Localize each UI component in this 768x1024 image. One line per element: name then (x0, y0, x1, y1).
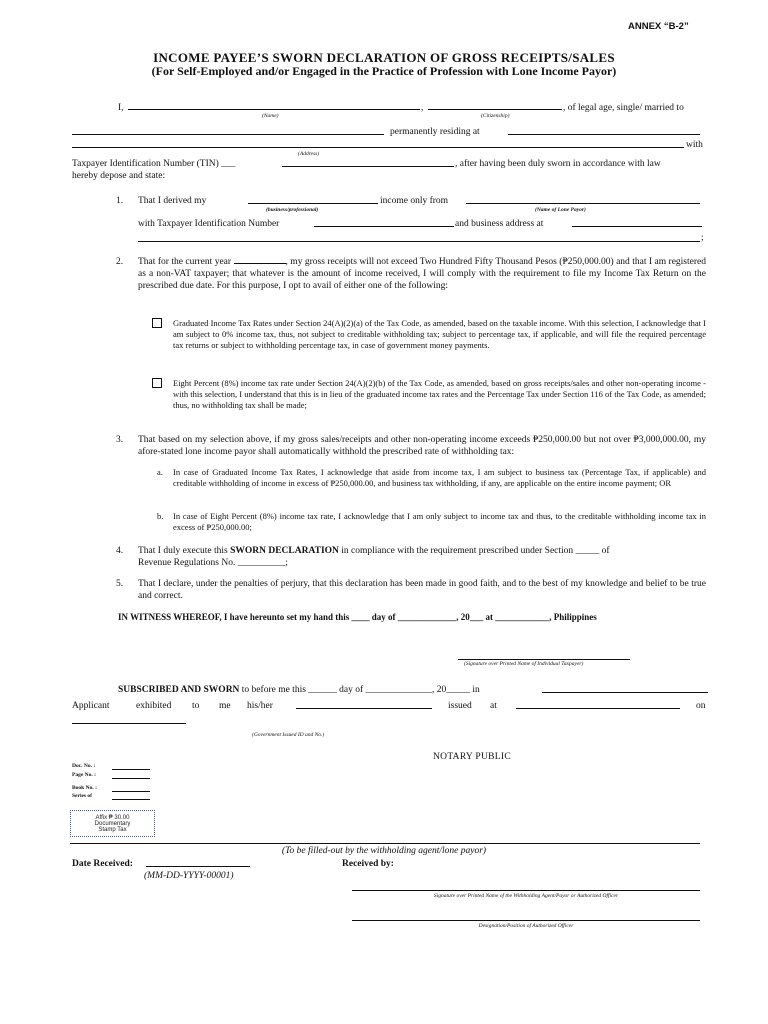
government-id-field[interactable] (296, 708, 432, 709)
depose-text: hereby depose and state: (72, 171, 166, 181)
footer-divider (70, 843, 700, 844)
book-no-label: Book No. : (72, 785, 97, 791)
graduated-rates-checkbox[interactable] (152, 318, 162, 328)
item3a-text: In case of Graduated Income Tax Rates, I acknowledge that aside from income tax, I am subject to business tax (Percentage Tax, if applicable) and creditable withholding of income in excess of ₱250,000.00, and business tax withholding, if any, are applicable on the entire income payment; OR (173, 467, 706, 488)
government-id-caption: (Government Issued ID and No.) (252, 732, 325, 738)
item5-number: 5. (116, 579, 124, 589)
item1-semicolon: ; (701, 233, 704, 243)
doc-no-label: Doc. No. : (72, 763, 96, 769)
tin-field[interactable] (282, 166, 454, 167)
item1-tin-label: with Taxpayer Identification Number (138, 219, 280, 229)
citizenship-caption: (Citizenship) (481, 113, 510, 119)
page-title: INCOME PAYEE’S SWORN DECLARATION OF GROSS RECEIPTS/SALES (153, 50, 615, 65)
item3b-letter: b. (157, 511, 164, 521)
address-field-1[interactable] (508, 134, 700, 135)
doc-no-field[interactable] (112, 769, 150, 770)
option-eight-percent-text: Eight Percent (8%) income tax rate under Section 24(A)(2)(b) of the Tax Code, as amended, based on gross receipts/sales and other non-operating income - with this selection, I understand that this is in lieu of the graduated income tax rates and the Percentage Tax under Section 116 of the Tax Code, as amended; thus, no withholding tax shall be made; (173, 378, 706, 410)
filled-by-note: (To be filled-out by the withholding agent/lone payor) (281, 846, 487, 856)
with-text: with (686, 140, 703, 150)
current-year-field[interactable] (234, 263, 286, 264)
item2-text-a: That for the current year (138, 257, 232, 267)
residing-text: permanently residing at (390, 127, 480, 137)
page-no-field[interactable] (112, 778, 150, 779)
date-received-field[interactable] (146, 866, 250, 867)
applicant-text: Applicant (72, 701, 110, 711)
item4-line2: Revenue Regulations No. __________; (138, 558, 288, 568)
tin-label: Taxpayer Identification Number (TIN) ___ (72, 159, 236, 169)
tin-after: , after having been duly sworn in accordance with law (455, 159, 661, 169)
taxpayer-signature-caption: (Signature over Printed Name of Individual Taxpayer) (464, 661, 584, 667)
designation-line[interactable] (352, 920, 700, 921)
series-of-label: Series of (72, 793, 93, 799)
at-text: at (490, 701, 497, 711)
eight-percent-checkbox[interactable] (152, 378, 162, 388)
issued-at-field[interactable] (516, 708, 680, 709)
designation-caption: Designation/Position of Authorized Officer (478, 923, 574, 929)
subscribed-place-field[interactable] (542, 692, 708, 693)
item3-number: 3. (116, 435, 124, 445)
book-no-field[interactable] (112, 791, 150, 792)
citizenship-field[interactable] (428, 109, 562, 110)
item1-derived: That I derived my (138, 196, 207, 206)
item4-number: 4. (116, 546, 124, 556)
business-address-field-2[interactable] (138, 241, 700, 242)
me-text: me (219, 701, 231, 711)
subscribed-text: to before me this ______ day of ______________, 20_____ in (241, 685, 480, 695)
payor-caption: (Name of Lone Payor) (535, 207, 586, 213)
payor-tin-field[interactable] (314, 226, 454, 227)
page-no-label: Page No. : (72, 772, 96, 778)
item4-line1 (138, 545, 708, 557)
issued-on-field[interactable] (72, 723, 186, 724)
item1-number: 1. (116, 196, 124, 206)
to-text: to (192, 701, 200, 711)
spouse-field[interactable] (72, 134, 384, 135)
bp-caption: (business/professional) (266, 207, 319, 213)
stamp-line-2: Documentary (94, 821, 131, 827)
item3-text: That based on my selection above, if my gross sales/receipts and other non-operating income exceeds ₱250,000.00 but not over ₱3,000,000.00, my afore-stated lone income payor shall automatically withhold the prescribed rate of withholding tax: (138, 435, 706, 457)
stamp-line-3: Stamp Tax (98, 827, 127, 833)
documentary-stamp-box (70, 810, 155, 837)
name-caption: (Name) (262, 113, 279, 119)
item4-sworn: SWORN DECLARATION (230, 546, 339, 556)
item2-text-b: , my gross receipts will not exceed Two Hundred Fifty Thousand Pesos (₱250,000.00) and that I am registered as a non-VAT taxpayer; that whatever is the amount of income received, I will comply with the requirement to file my Income Tax Return on the prescribed due date. For this purpose, I opt to avail of either one of the following: (138, 257, 706, 291)
item2-text (138, 256, 706, 292)
series-of-field[interactable] (112, 799, 150, 800)
name-field[interactable] (128, 109, 420, 110)
address-caption: (Address) (298, 151, 320, 157)
agent-signature-caption: Signature over Printed Name of the Withholding Agent/Payor or Authorized Officer (433, 893, 619, 899)
item1-address: and business address at (455, 219, 544, 229)
on-text: on (696, 701, 706, 711)
subscribed-line (118, 684, 480, 696)
received-by-label: Received by: (342, 859, 394, 869)
date-received-label: Date Received: (72, 859, 133, 869)
subscribed-bold: SUBSCRIBED AND SWORN (118, 685, 240, 695)
business-address-field-1[interactable] (572, 226, 702, 227)
business-professional-field[interactable] (248, 203, 378, 204)
hisher-text: his/her (247, 701, 273, 711)
date-format-hint: (MM-DD-YYYY-00001) (144, 871, 234, 881)
comma: , (421, 103, 424, 113)
agent-signature-line[interactable] (352, 890, 700, 891)
item1-income-only: income only from (380, 196, 449, 206)
witness-text: IN WITNESS WHEREOF, I have hereunto set my hand this ____ day of _____________, 20___ at ____________, Philippines (118, 612, 597, 622)
option-graduated-text: Graduated Income Tax Rates under Section 24(A)(2)(a) of the Tax Code, as amended, based on the taxable income. With this selection, I acknowledge that I am subject to 0% income tax, thus, not subject to creditable withholding tax; subject to percentage tax, if applicable, and will file the required percentage tax returns or subject to withholding percentage tax, in case of government money payments. (173, 318, 706, 350)
item2-number: 2. (116, 257, 124, 267)
legal-age-text: , of legal age, single/ married to (563, 103, 684, 113)
item4-text-a: That I duly execute this (138, 546, 228, 556)
notary-public-label: NOTARY PUBLIC (433, 752, 512, 762)
address-field-2[interactable] (72, 147, 684, 148)
issued-text: issued (448, 701, 472, 711)
item4-text-b: in compliance with the requirement prescribed under Section _____ of (341, 546, 610, 556)
item3a-letter: a. (157, 467, 163, 477)
annex-label: ANNEX “B-2” (628, 21, 689, 32)
stamp-line-1: Affix ₱ 30.00 (95, 815, 130, 821)
lone-payor-field[interactable] (466, 203, 700, 204)
page-subtitle: (For Self-Employed and/or Engaged in the Practice of Profession with Lone Income Payor) (151, 64, 617, 78)
item3b-text: In case of Eight Percent (8%) income tax rate, I acknowledge that I am only subject to income tax and thus, to the creditable withholding income tax in excess of ₱250,000.00; (173, 511, 706, 532)
exhibited-text: exhibited (136, 701, 172, 711)
taxpayer-signature-line[interactable] (458, 659, 630, 660)
item5-text: That I declare, under the penalties of perjury, that this declaration has been made in good faith, and to the best of my knowledge and belief to be true and correct. (138, 579, 706, 601)
intro-i-label: I, (118, 103, 124, 113)
